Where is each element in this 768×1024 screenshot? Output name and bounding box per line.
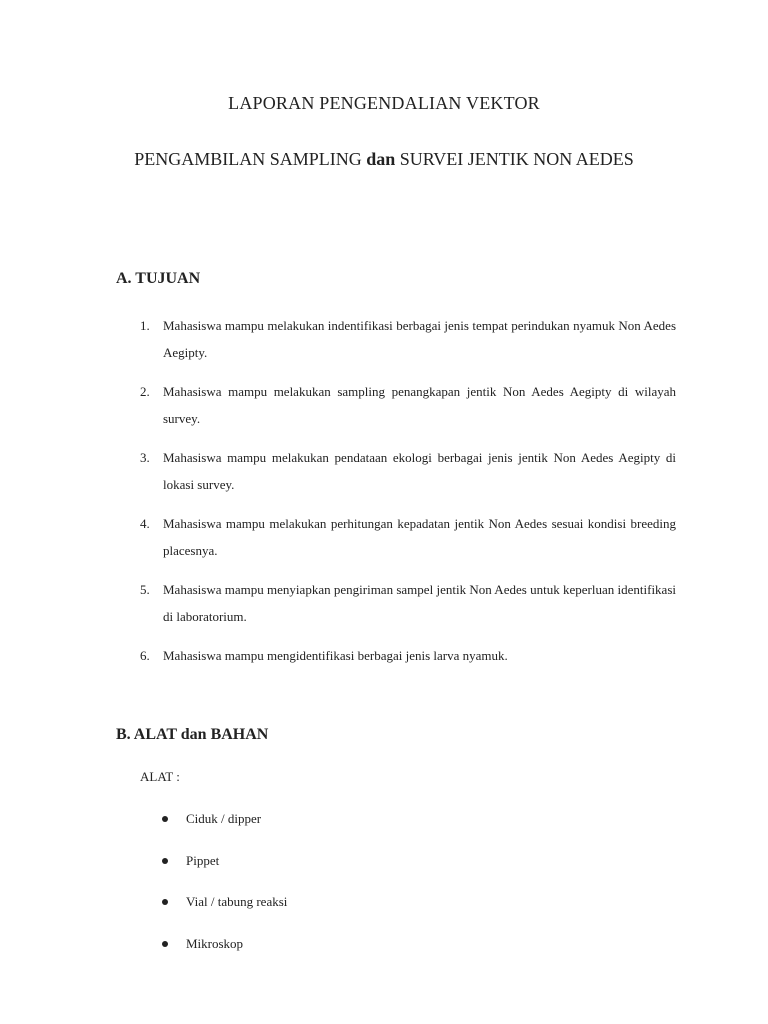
tools-list [160,808,287,974]
list-item-text: Mahasiswa mampu melakukan perhitungan kepadatan jentik Non Aedes sesuai kondisi breeding placesnya. [163,516,676,558]
list-item [116,576,676,630]
goals-list [116,312,676,669]
tool-name: Vial / tabung reaksi [186,894,288,909]
list-item-text: Mahasiswa mampu melakukan sampling penangkapan jentik Non Aedes Aegipty di wilayah survey. [163,384,676,426]
list-item [160,933,287,955]
subtitle-part2: SURVEI JENTIK NON AEDES [395,149,634,169]
list-item [160,850,287,872]
alat-label: ALAT : [140,769,180,784]
list-item-number: 6. [140,648,150,663]
section-b-heading: B. ALAT dan BAHAN [116,726,269,743]
subtitle-dan: dan [366,149,396,169]
bullet-icon [162,816,168,822]
list-item-number: 4. [140,516,150,531]
bullet-icon [162,899,168,905]
subtitle-part1: PENGAMBILAN SAMPLING [134,149,367,169]
list-item-number: 2. [140,384,150,399]
list-item-number: 3. [140,450,150,465]
list-item-text: Mahasiswa mampu mengidentifikasi berbagai jenis larva nyamuk. [163,648,508,663]
list-item [116,312,676,366]
section-a-heading: A. TUJUAN [116,270,201,287]
list-item-text: Mahasiswa mampu melakukan indentifikasi berbagai jenis tempat perindukan nyamuk Non Aedes Aegipty. [163,318,676,360]
list-item [116,510,676,564]
list-item [116,444,676,498]
list-item [116,642,676,669]
list-item [160,891,287,913]
list-item-text: Mahasiswa mampu menyiapkan pengiriman sampel jentik Non Aedes untuk keperluan identifikasi di laboratorium. [163,582,676,624]
bullet-icon [162,858,168,864]
list-item [160,808,287,830]
tool-name: Pippet [186,852,220,868]
tool-name: Ciduk / dipper [186,811,262,826]
document-subtitle [100,142,668,177]
tool-name: Mikroskop [186,935,244,951]
list-item-number: 1. [140,318,150,333]
list-item [116,378,676,432]
bullet-icon [162,941,168,947]
list-item-text: Mahasiswa mampu melakukan pendataan ekologi berbagai jenis jentik Non Aedes Aegipty di lokasi survey. [163,450,676,492]
document-title: LAPORAN PENGENDALIAN VEKTOR [228,93,540,113]
list-item-number: 5. [140,582,150,597]
